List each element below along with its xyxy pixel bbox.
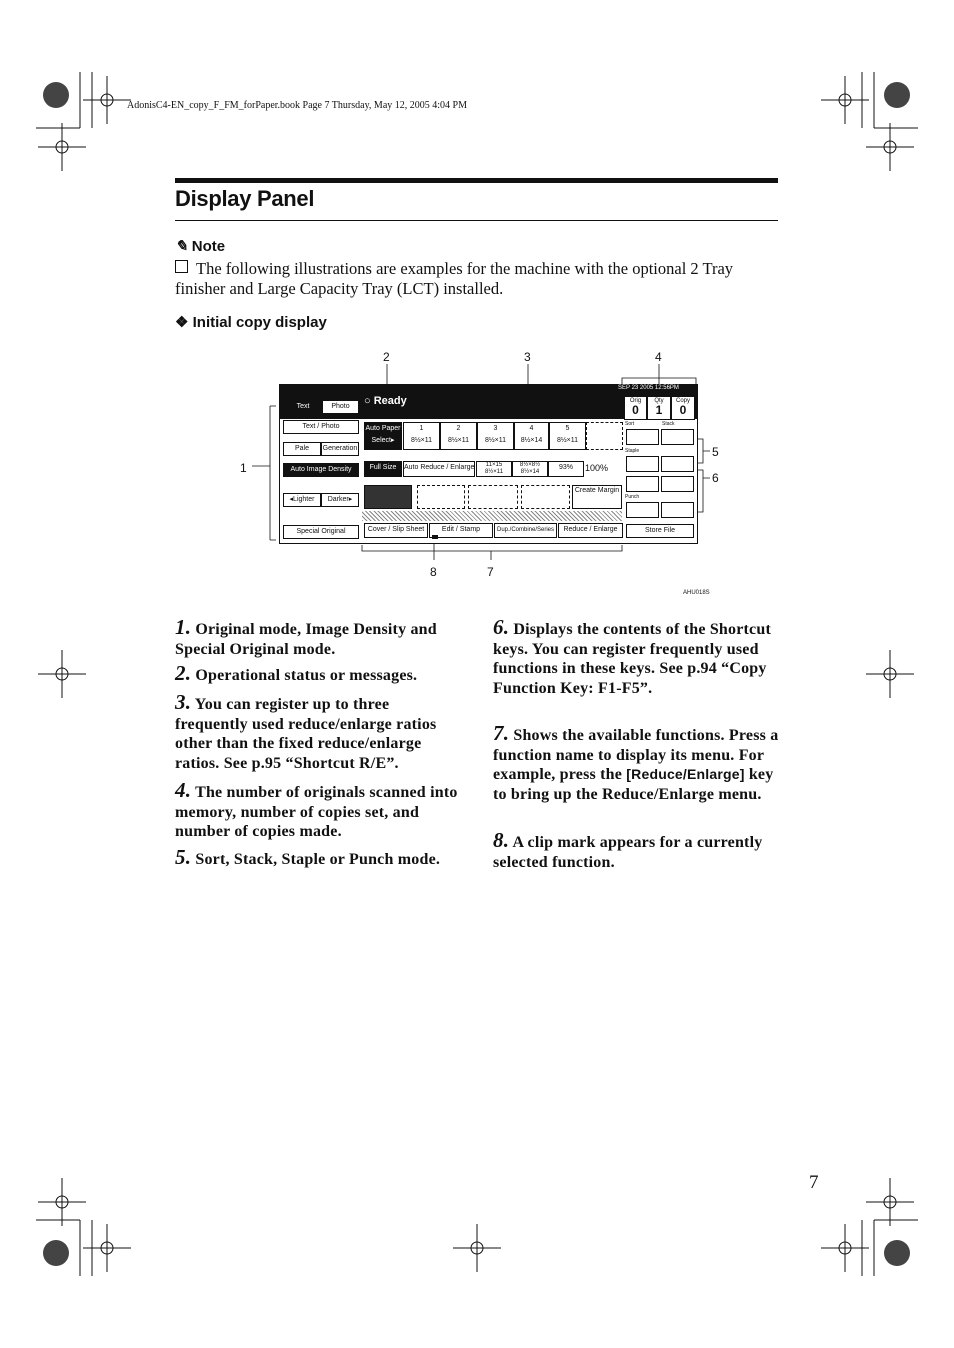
store-file-button[interactable]: Store File [626,524,694,538]
sort-label: Sort [625,421,635,427]
auto-paper-select-button[interactable]: Auto Paper Select▸ [364,422,402,450]
paper-tray-3-button[interactable]: 3 8½×11 [477,422,514,450]
note-label: Note [191,238,226,255]
text-mode-button[interactable]: Text [283,400,323,414]
tab-reduce-enlarge[interactable]: Reduce / Enlarge [558,523,623,538]
auto-image-density-button[interactable]: Auto Image Density [283,463,359,477]
full-size-button[interactable]: Full Size [364,461,402,477]
callout-6: 6 [712,471,719,485]
shortcut-key-2[interactable] [417,485,465,509]
copier-display-panel [279,384,698,544]
shortcut-key-4[interactable] [521,485,570,509]
paper-tray-1-button[interactable]: 1 8½×11 [403,422,440,450]
sort-button[interactable] [626,429,659,445]
pencil-icon: ✎ [175,238,188,255]
darker-button[interactable]: Darker▸ [321,493,359,507]
ratio-display: 100% [585,463,609,473]
callout-8: 8 [430,565,437,579]
punch-button-2[interactable] [661,502,694,518]
stack-label: Stack [662,421,675,427]
status-ready [364,395,407,407]
paper-tray-5-button[interactable]: 5 8½×11 [549,422,586,450]
shortcut-key-3[interactable] [468,485,518,509]
callout-1: 1 [240,461,247,475]
shortcut-ratio-1-button[interactable]: 11×15 8½×11 [476,461,512,477]
pale-button[interactable]: Pale [283,442,321,456]
tab-dup-combine-series[interactable]: Dup./Combine/Series [494,523,557,538]
tab-edit-stamp[interactable]: Edit / Stamp [429,523,493,538]
tab-strip-pattern [362,511,622,521]
callout-3: 3 [524,350,531,364]
subheading-text: Initial copy display [192,314,327,331]
paper-tray-2-button[interactable]: 2 8½×11 [440,422,477,450]
punch-label: Punch [625,494,640,500]
counter-copies: Copy 0 [671,396,695,420]
item-1: 1. Original mode, Image Density and Special Original mode. [175,615,437,658]
special-original-button[interactable]: Special Original [283,525,359,539]
staple-label: Staple [625,448,640,454]
stack-button[interactable] [661,429,694,445]
item-7: 7. Shows the available functions. Press a function name to display its menu. For example, press the [Reduce/Enlarge] key to bring up the Reduce/Enlarge menu. [493,721,779,803]
ready-icon: ○ [364,395,371,407]
generation-button[interactable]: Generation [321,442,359,456]
staple-button-2[interactable] [661,456,694,472]
item-2: 2. Operational status or messages. [175,661,418,685]
staple-button-1[interactable] [626,456,659,472]
clip-mark-icon [432,535,438,539]
shortcut-key-1[interactable] [364,485,412,509]
date-display: SEP 23 2005 12:56PM [618,385,679,391]
staple-button-4[interactable] [661,476,694,492]
staple-button-3[interactable] [626,476,659,492]
tab-cover-slip-sheet[interactable]: Cover / Slip Sheet [364,523,428,538]
create-margin-button[interactable]: Create Margin [572,485,622,509]
note-text: The following illustrations are examples for the machine with the optional 2 Tray finisher and Large Capacity Tray (LCT) installed. [175,259,734,298]
callout-4: 4 [655,350,662,364]
reduce-enlarge-key: [Reduce/Enlarge] [626,766,745,782]
callout-7: 7 [487,565,494,579]
item-6: 6. Displays the contents of the Shortcut keys. You can register frequently used functions in these keys. See p.94 “Copy Function Key: F1-F5”. [493,615,771,697]
counter-originals: Orig 0 [624,396,647,420]
figure-id: AHU018S [683,590,710,596]
bypass-tray-button[interactable] [586,422,623,450]
diamond-bullet-icon: ❖ [175,314,189,331]
auto-reduce-enlarge-button[interactable]: Auto Reduce / Enlarge [403,461,475,477]
paper-tray-4-button[interactable]: 4 8½×14 [514,422,549,450]
callout-lines [0,0,954,640]
item-5: 5. Sort, Stack, Staple or Punch mode. [175,845,441,869]
punch-button-1[interactable] [626,502,659,518]
photo-mode-button[interactable]: Photo [322,400,359,414]
callout-2: 2 [383,350,390,364]
file-header: AdonisC4-EN_copy_F_FM_forPaper.book Page 7 Thursday, May 12, 2005 4:04 PM [127,100,467,111]
callout-5: 5 [712,445,719,459]
counter-quantity: Qty 1 [647,396,671,420]
item-4: 4. The number of originals scanned into memory, number of copies set, and number of copies made. [175,778,458,840]
page-number: 7 [809,1172,819,1193]
item-3: 3. You can register up to three frequently used reduce/enlarge ratios other than the fixed reduce/enlarge ratios. See p.95 “Shortcut R/E”. [175,690,437,772]
shortcut-ratio-3-button[interactable]: 93% [548,461,584,477]
lighter-button[interactable]: ◂Lighter [283,493,321,507]
page-title: Display Panel [175,186,315,211]
shortcut-ratio-2-button[interactable]: 8½×8½ 8½×14 [512,461,548,477]
status-text: Ready [373,395,407,407]
text-photo-button[interactable]: Text / Photo [283,420,359,434]
item-8: 8. A clip mark appears for a currently selected function. [493,828,763,871]
